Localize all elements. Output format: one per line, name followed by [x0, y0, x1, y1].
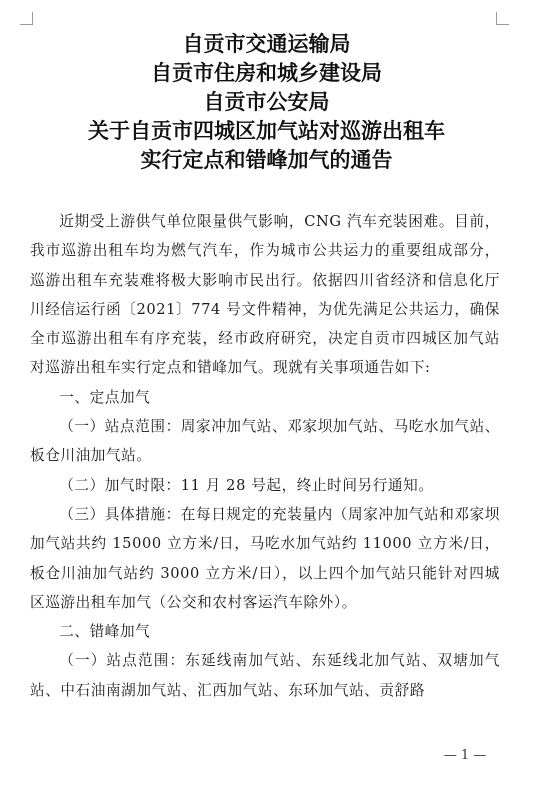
- page-number: — 1 —: [443, 748, 487, 763]
- section-heading-fixed-refueling: 一、定点加气: [59, 388, 151, 406]
- intro-paragraph: 近期受上游供气单位限量供气影响，CNG 汽车充装困难。目前，我市巡游出租车均为燃气汽车，作为城市公共运力的重要组成部分，巡游出租车充装难将极大影响市民出行。依据四川省经济和信息化厅川经信运行函〔2021〕774 号文件精神，为优先满足公共运力，确保全市巡游出租车有序充装，经市政府研究，决定自贡市四城区加气站对巡游出租车实行定点和错峰加气。现就有关事项通告如下:: [30, 213, 500, 377]
- title-subject-line-1: 关于自贡市四城区加气站对巡游出租车: [88, 119, 445, 143]
- crop-mark-top-right: [496, 12, 509, 25]
- title-subject-line-2: 实行定点和错峰加气的通告: [140, 148, 393, 172]
- paragraph-off-peak-station-scope: （一）站点范围：东延线南加气站、东延线北加气站、双塘加气站、中石油南湖加气站、汇西加气站、东环加气站、贡舒路: [30, 652, 500, 699]
- title-issuer-housing: 自贡市住房和城乡建设局: [151, 61, 382, 85]
- paragraph-station-scope: （一）站点范围：周家冲加气站、邓家坝加气站、马吃水加气站、板仓川油加气站。: [30, 418, 500, 465]
- title-issuer-transport: 自贡市交通运输局: [182, 32, 351, 56]
- title-issuer-police: 自贡市公安局: [203, 90, 330, 114]
- notice-title: [30, 30, 503, 175]
- paragraph-time-limit: （二）加气时限：11 月 28 号起，终止时间另行通知。: [59, 476, 434, 494]
- paragraph-measures: （三）具体措施：在每日规定的充装量内（周家冲加气站和邓家坝加气站共约 15000 立方米/日，马吃水加气站约 11000 立方米/日，板仓川油加气站约 3000 立方米/日），以上四个加气站只能针对四城区巡游出租车加气（公交和农村客运汽车除外）。: [30, 505, 500, 611]
- section-heading-off-peak-refueling: 二、错峰加气: [59, 623, 151, 641]
- crop-mark-top-left: [20, 12, 33, 25]
- notice-body: [30, 207, 500, 705]
